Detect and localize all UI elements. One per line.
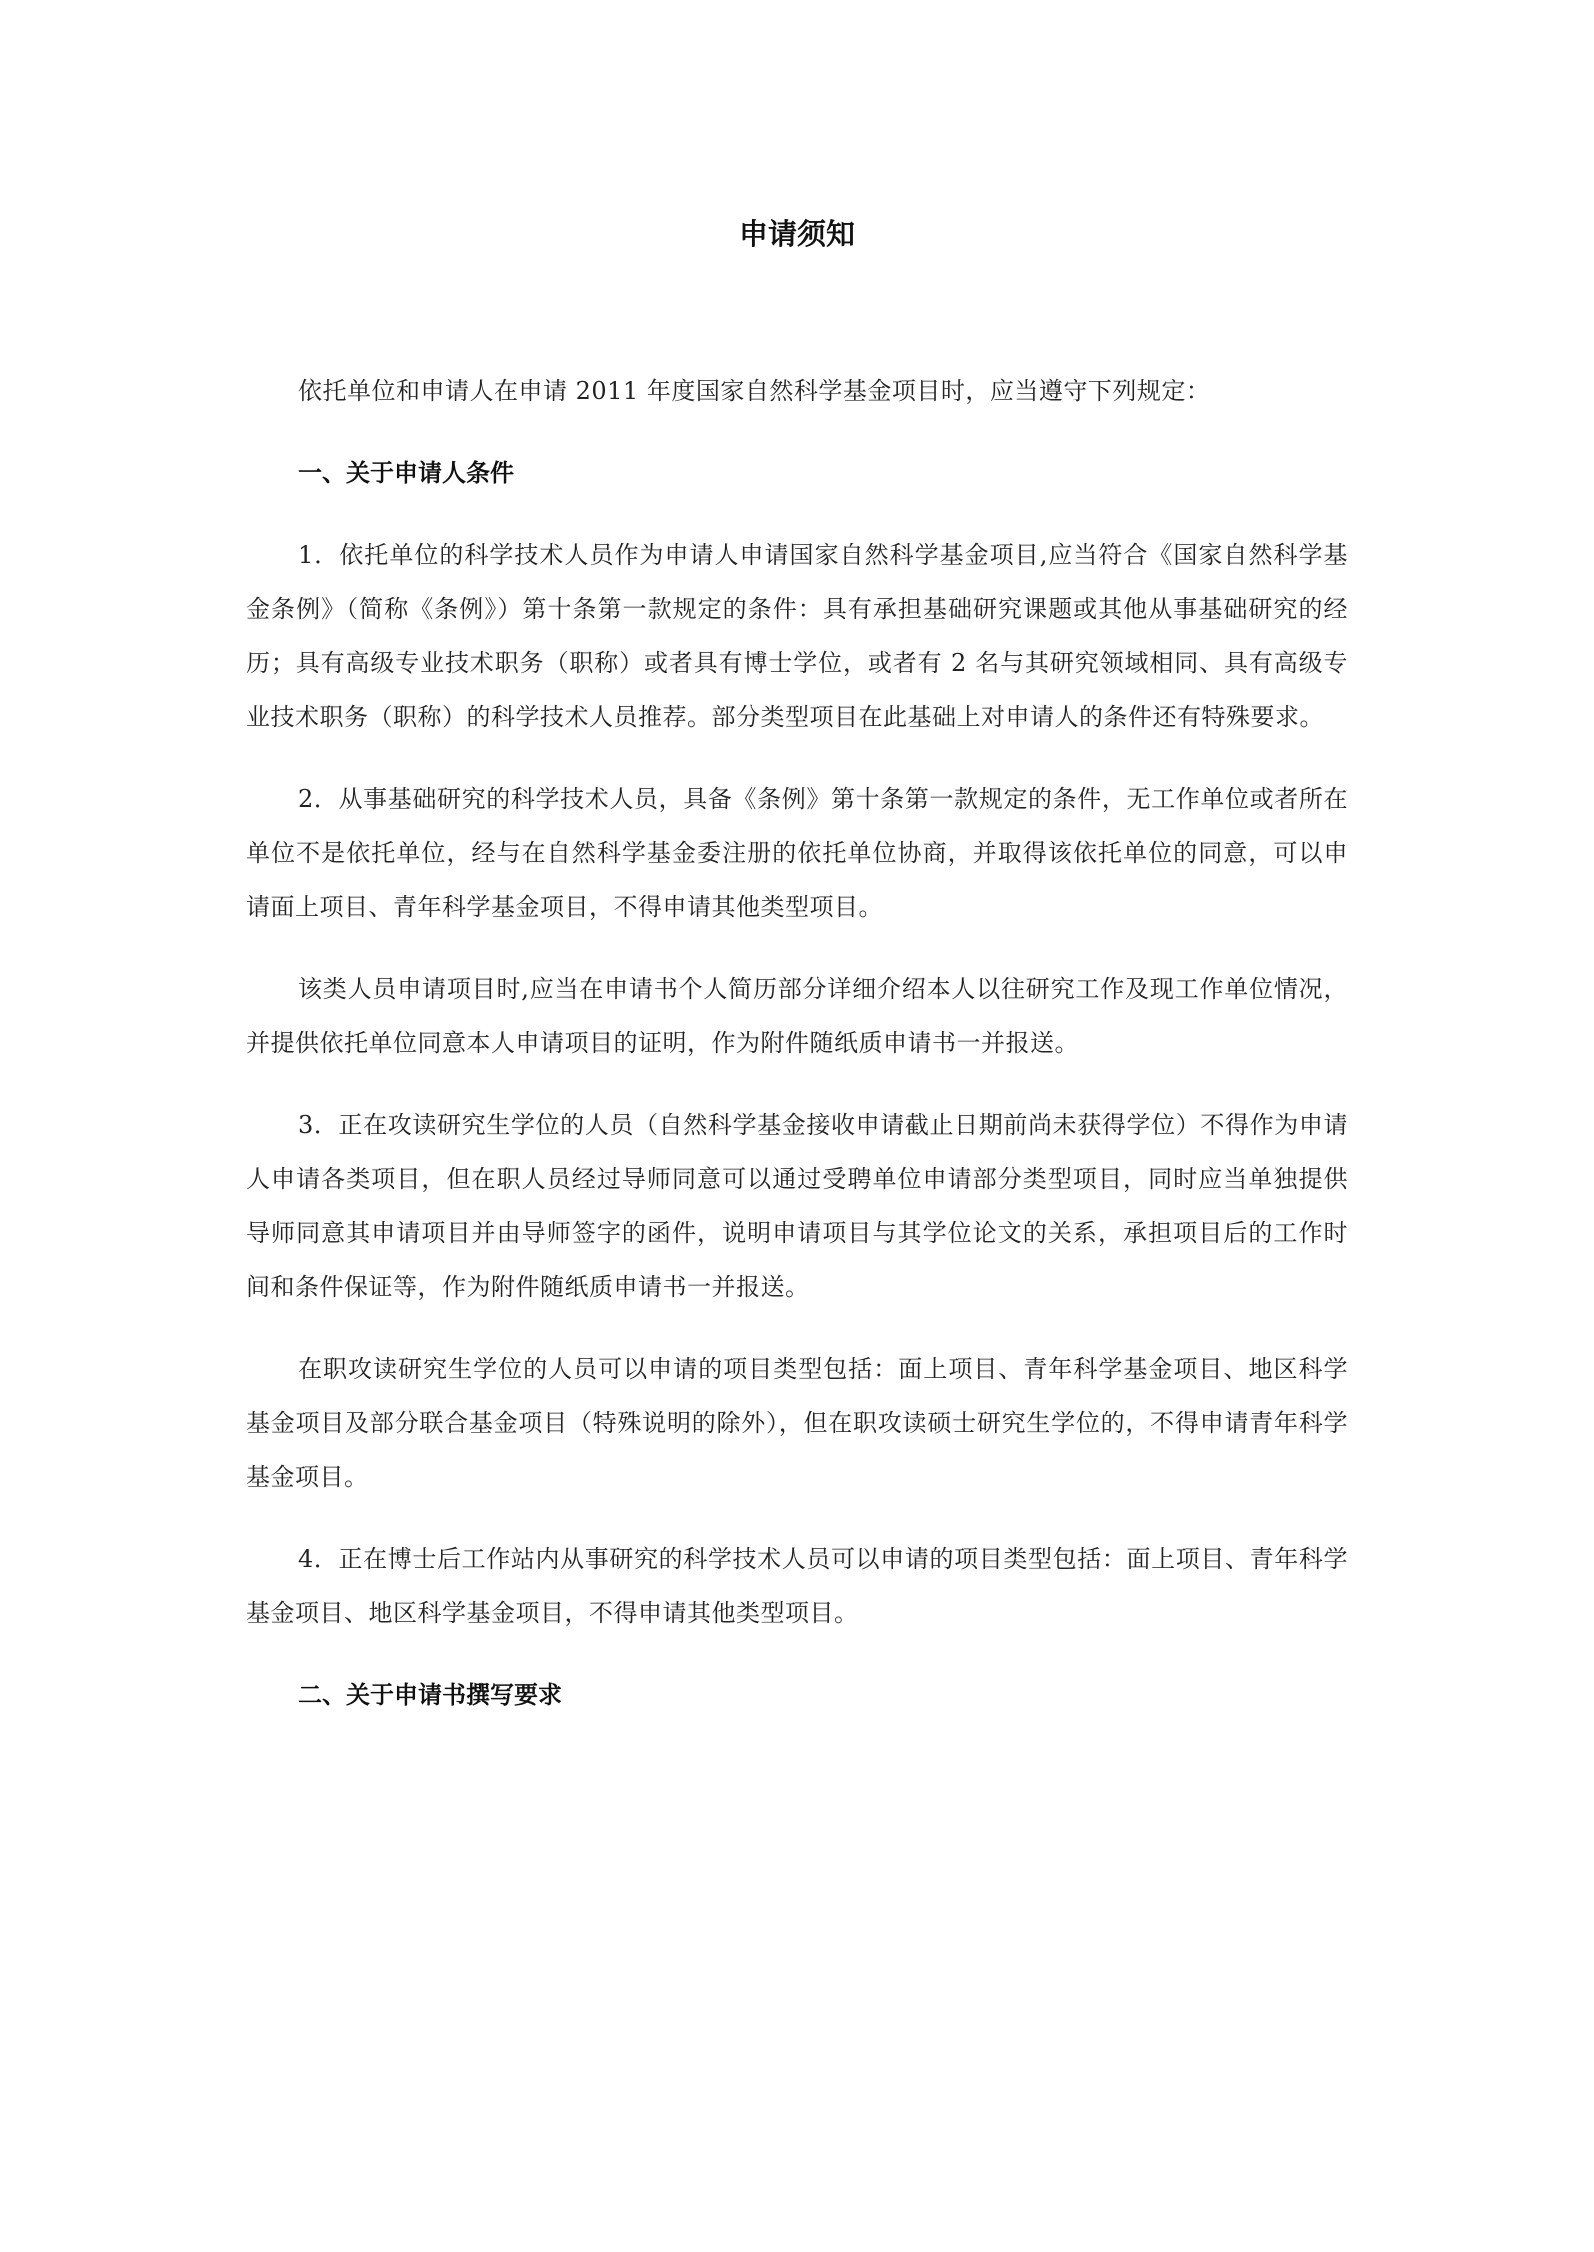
paragraph-item-4: 4．正在博士后工作站内从事研究的科学技术人员可以申请的项目类型包括：面上项目、青年科学基金项目、地区科学基金项目，不得申请其他类型项目。 — [246, 1545, 1348, 1627]
spacer — [246, 1314, 1348, 1342]
paragraph-item-1: 1．依托单位的科学技术人员作为申请人申请国家自然科学基金项目,应当符合《国家自然科学基金条例》（简称《条例》）第十条第一款规定的条件：具有承担基础研究课题或其他从事基础研究的经历；具有高级专业技术职务（职称）或者具有博士学位，或者有 2 名与其研究领域相同、具有高级专业技术职务（职称）的科学技术人员推荐。部分类型项目在此基础上对申请人的条件还有特殊要求。 — [246, 541, 1348, 731]
paragraph-item-3-note: 在职攻读研究生学位的人员可以申请的项目类型包括：面上项目、青年科学基金项目、地区科学基金项目及部分联合基金项目（特殊说明的除外），但在职攻读硕士研究生学位的，不得申请青年科学基金项目。 — [246, 1355, 1348, 1491]
paragraph-item-2: 2．从事基础研究的科学技术人员，具备《条例》第十条第一款规定的条件，无工作单位或者所在单位不是依托单位，经与在自然科学基金委注册的依托单位协商，并取得该依托单位的同意，可以申请面上项目、青年科学基金项目，不得申请其他类型项目。 — [246, 785, 1348, 921]
spacer — [246, 1640, 1348, 1668]
spacer — [246, 934, 1348, 962]
section-heading-applicant-conditions: 一、关于申请人条件 — [298, 459, 514, 487]
paragraph-item-2-note: 该类人员申请项目时,应当在申请书个人简历部分详细介绍本人以往研究工作及现工作单位情况，并提供依托单位同意本人申请项目的证明，作为附件随纸质申请书一并报送。 — [246, 975, 1348, 1057]
intro-paragraph: 依托单位和申请人在申请 2011 年度国家自然科学基金项目时，应当遵守下列规定： — [298, 377, 1211, 405]
document-body — [246, 364, 1348, 1722]
spacer — [246, 1070, 1348, 1098]
document-title: 申请须知 — [738, 217, 855, 251]
spacer — [246, 418, 1348, 446]
spacer — [246, 500, 1348, 528]
section-heading-writing-requirements: 二、关于申请书撰写要求 — [298, 1681, 562, 1709]
paragraph-item-3: 3．正在攻读研究生学位的人员（自然科学基金接收申请截止日期前尚未获得学位）不得作为申请人申请各类项目，但在职人员经过导师同意可以通过受聘单位申请部分类型项目，同时应当单独提供导师同意其申请项目并由导师签字的函件，说明申请项目与其学位论文的关系，承担项目后的工作时间和条件保证等，作为附件随纸质申请书一并报送。 — [246, 1111, 1348, 1301]
spacer — [246, 744, 1348, 772]
spacer — [246, 1504, 1348, 1532]
